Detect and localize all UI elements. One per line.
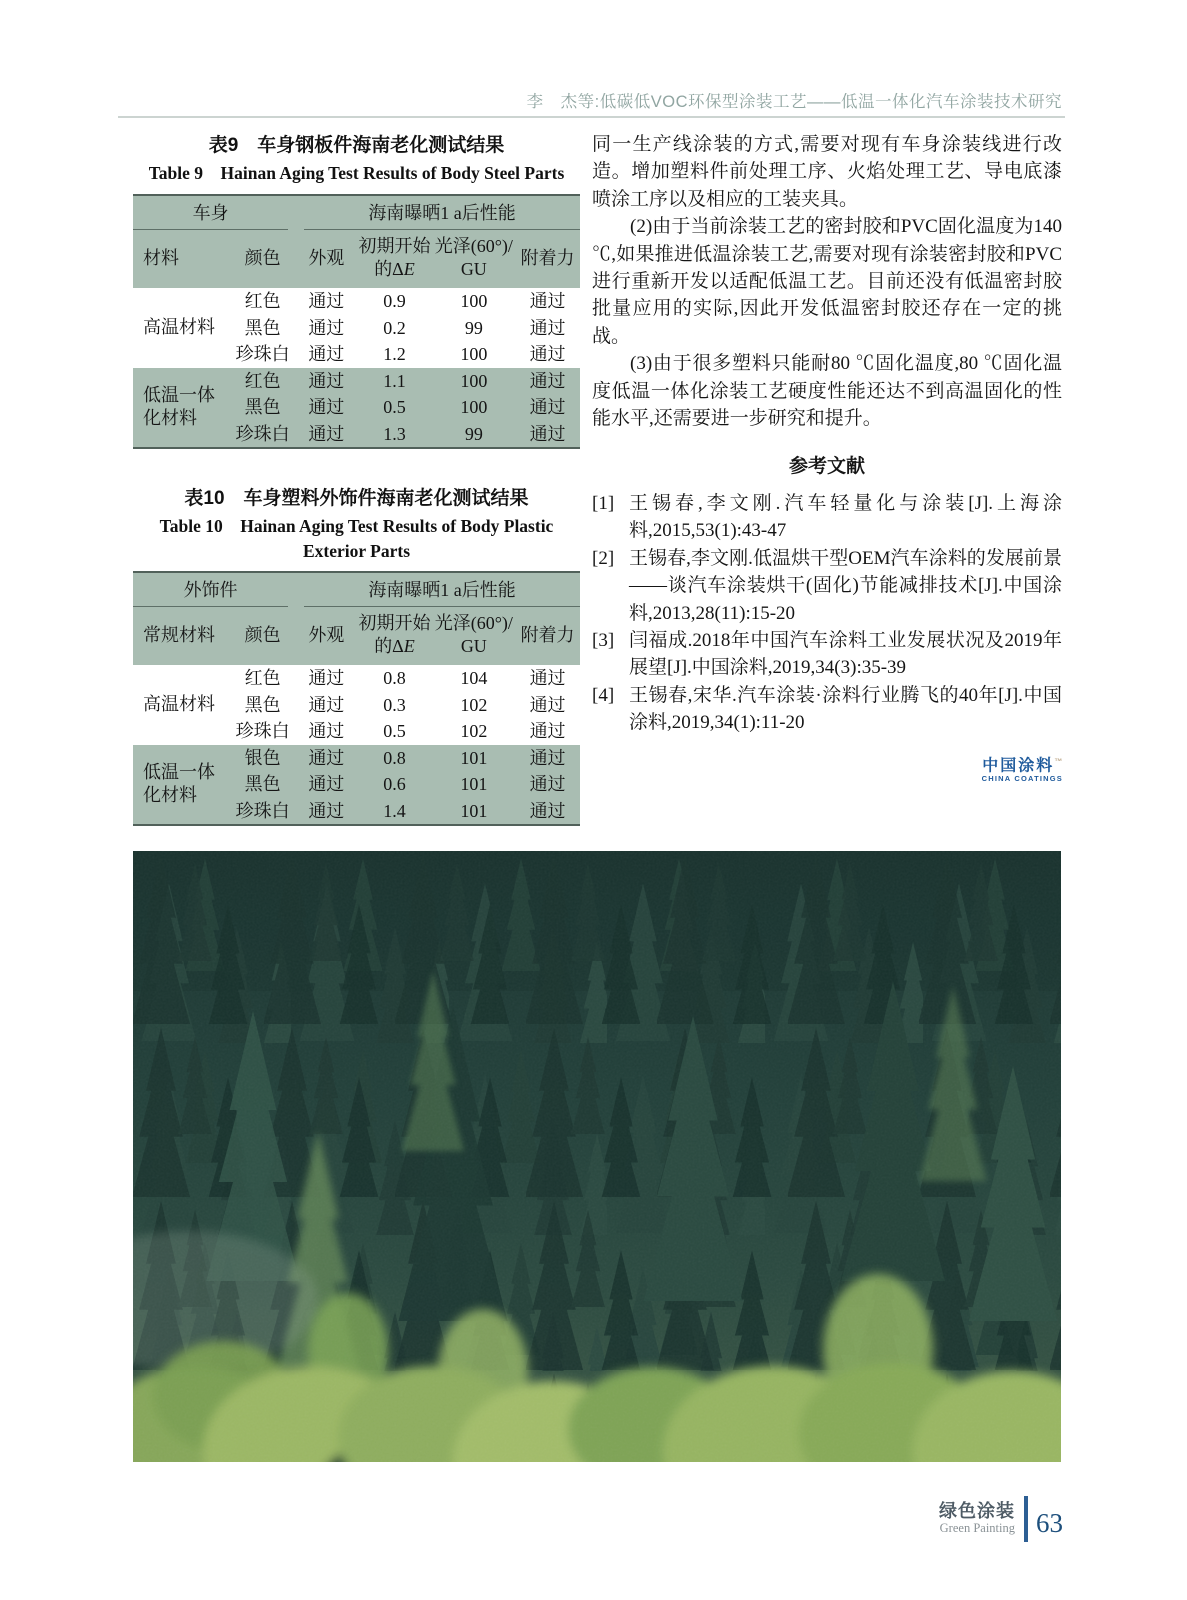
cell-delta-e: 1.2	[383, 344, 406, 364]
cell-delta-e: 0.5	[383, 397, 406, 417]
trademark-symbol: ™	[1054, 757, 1063, 766]
running-header-title: 李 杰等:低碳低VOC环保型涂装工艺——低温一体化汽车涂装技术研究	[526, 93, 1062, 111]
cell-gloss: 100	[460, 344, 488, 364]
cell-delta-e: 0.6	[383, 774, 406, 794]
col-header-adhesion: 附着力	[520, 247, 575, 268]
table10-title-en: Table 10 Hainan Aging Test Results of Body Plastic	[159, 516, 554, 536]
cell-delta-e: 0.9	[383, 291, 406, 311]
cell-adhesion: 通过	[529, 747, 566, 768]
cell-adhesion: 通过	[529, 800, 566, 821]
cell-delta-e: 0.8	[383, 668, 406, 688]
col-header-delta-e: 初期开始的ΔE	[358, 236, 431, 279]
references-heading: 参考文献	[788, 456, 865, 478]
table10-title-en2: Exterior Parts	[302, 541, 411, 561]
table10	[133, 571, 580, 826]
body-paragraph-2: (2)由于当前涂装工艺的密封胶和PVC固化温度为140 ℃,如果推进低温涂装工艺,需要对现有涂装密封胶和PVC进行重新开发以适配低温工艺。目前还没有低温密封胶批量应用的实际,因此开发低温密封胶还存在一定的挑战。	[592, 216, 1062, 347]
table9-title-en: Table 9 Hainan Aging Test Results of Body Steel Parts	[148, 163, 565, 183]
cell-color: 红色	[244, 370, 281, 391]
col-header-appearance: 外观	[308, 624, 345, 645]
col-header-material: 常规材料	[143, 624, 215, 645]
material-label: 低温一体化材料	[143, 385, 215, 429]
cell-gloss: 100	[460, 397, 488, 417]
cell-appearance: 通过	[308, 423, 345, 444]
cell-appearance: 通过	[308, 721, 345, 741]
china-coatings-logo: 中国涂料™ CHINA COATINGS	[981, 757, 1063, 784]
table9-section-high-temp	[133, 288, 580, 368]
col-header-delta-e: 初期开始的ΔE	[358, 613, 431, 656]
cell-adhesion: 通过	[529, 694, 566, 715]
col-header-material: 材料	[143, 247, 179, 268]
cell-gloss: 102	[460, 694, 488, 715]
reference-item	[592, 490, 1062, 545]
cell-appearance: 通过	[308, 397, 345, 417]
col-header-appearance: 外观	[308, 247, 345, 268]
cell-delta-e: 0.3	[383, 694, 406, 715]
cell-adhesion: 通过	[529, 344, 566, 364]
col-header-gloss: 光泽(60°)/ GU	[434, 236, 513, 279]
cell-gloss: 100	[460, 370, 488, 391]
reference-number: [2]	[592, 547, 615, 569]
table10-section-low-temp	[133, 745, 580, 825]
reference-item	[592, 682, 1062, 737]
reference-item	[592, 627, 1062, 682]
reference-text: 王锡春,宋华.汽车涂装·涂料行业腾飞的40年[J].中国涂料,2019,34(1):11-20	[629, 684, 1062, 734]
table9-header	[133, 196, 580, 288]
cell-delta-e: 0.2	[383, 317, 406, 338]
footer-section-en: Green Painting	[939, 1521, 1015, 1535]
reference-number: [1]	[592, 492, 615, 514]
material-label: 高温材料	[143, 694, 215, 715]
reference-text: 王锡春,李文刚.低温烘干型OEM汽车涂料的发展前景——谈汽车涂装烘干(固化)节能减排技术[J].中国涂料,2013,28(11):15-20	[629, 547, 1062, 624]
cell-color: 珍珠白	[235, 423, 290, 444]
footer-divider-bar	[1024, 1496, 1028, 1542]
page-footer	[939, 1496, 1063, 1542]
cell-appearance: 通过	[308, 774, 345, 794]
table10-group-performance: 海南曝晒1 a后性能	[304, 573, 580, 607]
col-header-adhesion: 附着力	[520, 624, 575, 645]
cell-appearance: 通过	[308, 668, 345, 688]
cell-color: 黑色	[244, 397, 281, 417]
cell-delta-e: 0.5	[383, 721, 406, 741]
table10-header	[133, 573, 580, 665]
cell-gloss: 101	[460, 800, 488, 821]
material-label: 高温材料	[143, 317, 215, 338]
cell-color: 红色	[244, 668, 281, 688]
table10-title-cn: 表10 车身塑料外饰件海南老化测试结果	[184, 488, 529, 509]
col-header-color: 颜色	[244, 247, 281, 268]
table9-section-low-temp	[133, 368, 580, 448]
cell-appearance: 通过	[308, 344, 345, 364]
page-number: 63	[1036, 1507, 1063, 1538]
table9-group-performance: 海南曝晒1 a后性能	[304, 196, 580, 230]
col-header-gloss: 光泽(60°)/ GU	[434, 613, 513, 656]
left-column	[133, 130, 580, 826]
cell-delta-e: 1.1	[383, 370, 406, 391]
cell-appearance: 通过	[308, 694, 345, 715]
reference-text: 王锡春,李文刚.汽车轻量化与涂装[J].上海涂料,2015,53(1):43-47	[629, 492, 1062, 542]
cell-appearance: 通过	[308, 800, 345, 821]
body-paragraph-1: 同一生产线涂装的方式,需要对现有车身涂装线进行改造。增加塑料件前处理工序、火焰处理工艺、导电底漆喷涂工序以及相应的工装夹具。	[592, 134, 1062, 210]
cell-delta-e: 1.3	[383, 423, 406, 444]
cell-adhesion: 通过	[529, 291, 566, 311]
cell-appearance: 通过	[308, 291, 345, 311]
cell-color: 珍珠白	[235, 721, 290, 741]
cell-adhesion: 通过	[529, 721, 566, 741]
header-rule	[118, 116, 1065, 118]
reference-number: [3]	[592, 629, 615, 651]
reference-number: [4]	[592, 684, 615, 706]
body-paragraph-3: (3)由于很多塑料只能耐80 ℃固化温度,80 ℃固化温度低温一体化涂装工艺硬度性能还达不到高温固化的性能水平,还需要进一步研究和提升。	[592, 353, 1062, 430]
cell-color: 银色	[244, 747, 281, 768]
table9	[133, 194, 580, 449]
cell-appearance: 通过	[308, 317, 345, 338]
table9-group-body: 车身	[133, 196, 288, 230]
cell-appearance: 通过	[308, 747, 345, 768]
cell-gloss: 102	[460, 721, 488, 741]
cell-adhesion: 通过	[529, 317, 566, 338]
cell-adhesion: 通过	[529, 423, 566, 444]
table10-group-exterior: 外饰件	[133, 573, 288, 607]
forest-photo	[133, 851, 1061, 1462]
cell-gloss: 104	[460, 668, 488, 688]
cell-adhesion: 通过	[529, 397, 566, 417]
cell-gloss: 100	[460, 291, 488, 311]
cell-color: 黑色	[244, 694, 281, 715]
cell-color: 黑色	[244, 774, 281, 794]
col-header-color: 颜色	[244, 624, 281, 645]
table9-title-cn: 表9 车身钢板件海南老化测试结果	[208, 135, 505, 156]
reference-text: 闫福成.2018年中国汽车涂料工业发展状况及2019年展望[J].中国涂料,2019,34(3):35-39	[629, 629, 1062, 679]
cell-adhesion: 通过	[529, 774, 566, 794]
cell-color: 珍珠白	[235, 800, 290, 821]
cell-delta-e: 1.4	[383, 800, 406, 821]
cell-adhesion: 通过	[529, 370, 566, 391]
cell-color: 黑色	[244, 317, 281, 338]
cell-appearance: 通过	[308, 370, 345, 391]
reference-item	[592, 545, 1062, 627]
cell-delta-e: 0.8	[383, 747, 406, 768]
cell-color: 珍珠白	[235, 344, 290, 364]
cell-adhesion: 通过	[529, 668, 566, 688]
table10-section-high-temp	[133, 665, 580, 745]
cell-color: 红色	[244, 291, 281, 311]
material-label: 低温一体化材料	[143, 762, 215, 806]
cell-gloss: 99	[464, 423, 483, 444]
cell-gloss: 101	[460, 774, 488, 794]
cell-gloss: 99	[464, 317, 483, 338]
footer-section-cn: 绿色涂装	[939, 1501, 1015, 1521]
cell-gloss: 101	[460, 747, 488, 768]
right-column	[592, 131, 1062, 737]
